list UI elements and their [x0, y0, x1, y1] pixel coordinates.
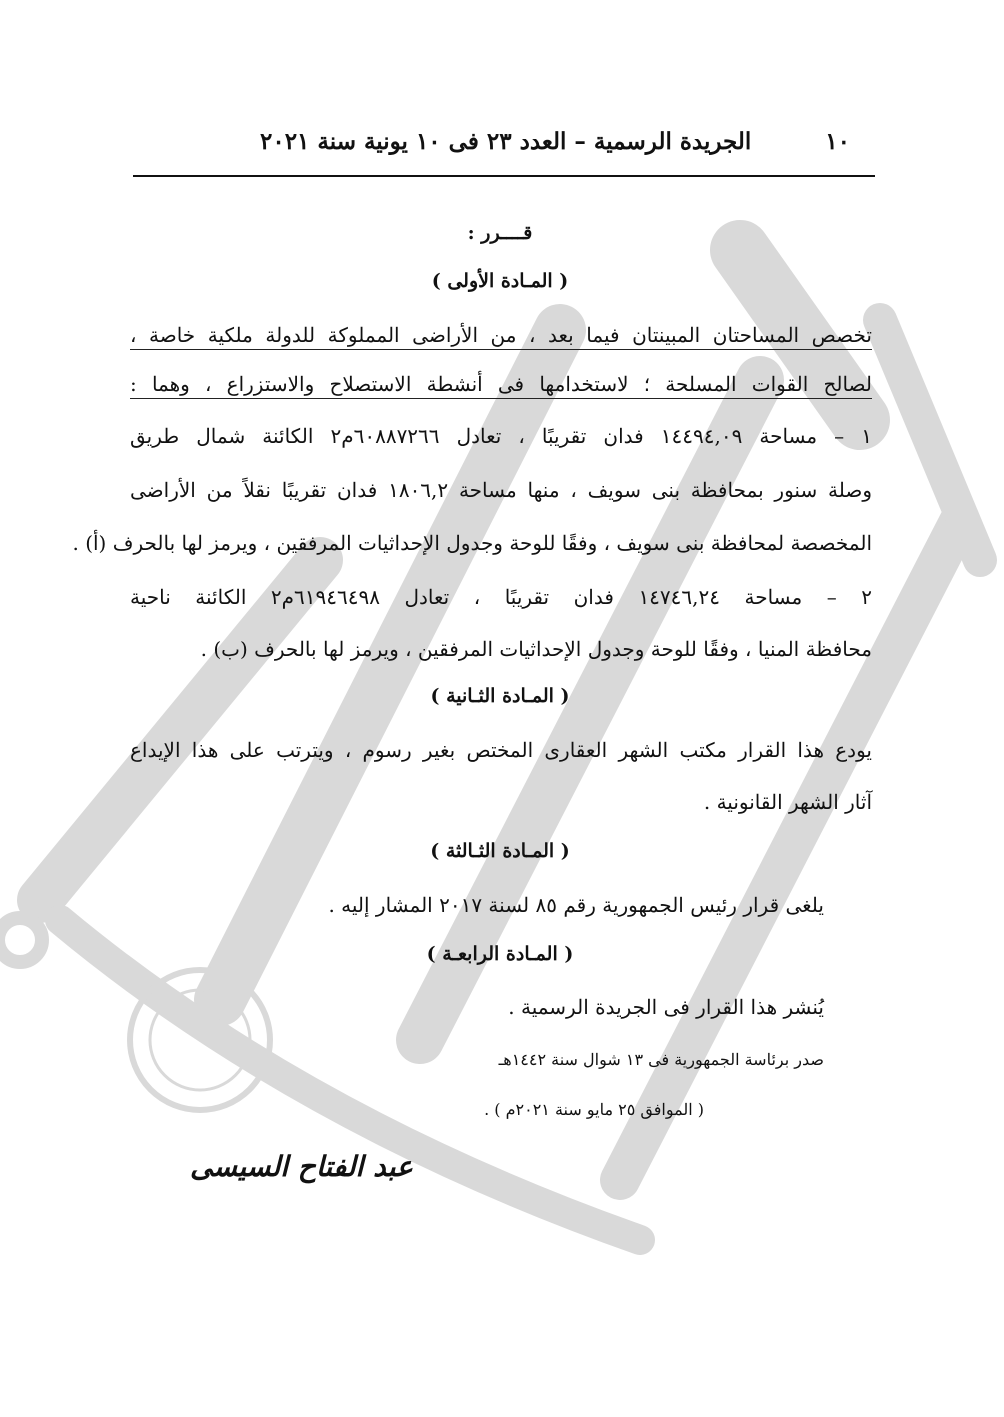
article-4-title: ( المـادة الرابعـة ) — [426, 943, 574, 965]
article-1-line: محافظة المنيا ، وفقًا للوحة وجدول الإحداثيات المرفقين ، ويرمز لها بالحرف (ب) . — [200, 637, 872, 661]
article-1-line: ١ – مساحة ١٤٤٩٤,٠٩ فدان تقريبًا ، تعادل ٦٠٨٨٧٢٦٦م٢ الكائنة شمال طريق — [130, 424, 872, 448]
decree-decides: قــــرر : — [467, 222, 533, 244]
issued-date-gregorian: ( الموافق ٢٥ مايو سنة ٢٠٢١م ) . — [484, 1100, 704, 1119]
article-1-line — [130, 372, 872, 396]
article-2-line: يودع هذا القرار مكتب الشهر العقارى المختص بغير رسوم ، ويترتب على هذا الإيداع — [130, 738, 872, 762]
article-1-line — [130, 323, 872, 347]
page-number: ١٠ — [825, 128, 850, 155]
page-header — [260, 128, 850, 168]
article-1-text: لصالح القوات المسلحة ؛ لاستخدامها فى أنشطة الاستصلاح والاستزراع ، وهما : — [130, 372, 872, 399]
header-rule — [133, 175, 875, 177]
article-1-line: وصلة سنور بمحافظة بنى سويف ، منها مساحة ١٨٠٦,٢ فدان تقريبًا نقلاً من الأراضى — [130, 478, 872, 502]
article-2-line: آثار الشهر القانونية . — [703, 790, 872, 814]
issued-date-hijri: صدر برئاسة الجمهورية فى ١٣ شوال سنة ١٤٤٢هـ — [498, 1050, 824, 1069]
article-4-line: يُنشر هذا القرار فى الجريدة الرسمية . — [508, 995, 824, 1019]
article-1-text: تخصص المساحتان المبينتان فيما بعد ، من الأراضى المملوكة للدولة ملكية خاصة ، — [130, 323, 872, 350]
running-title: الجريدة الرسمية – العدد ٢٣ فى ١٠ يونية سنة ٢٠٢١ — [260, 128, 752, 155]
article-2-title: ( المـادة الثـانية ) — [430, 685, 570, 707]
signature: عبد الفتاح السيسى — [190, 1150, 413, 1183]
article-3-line: يلغى قرار رئيس الجمهورية رقم ٨٥ لسنة ٢٠١٧ المشار إليه . — [328, 893, 824, 917]
article-1-title: ( المـادة الأولى ) — [431, 270, 569, 292]
article-1-line: ٢ – مساحة ١٤٧٤٦,٢٤ فدان تقريبًا ، تعادل ٦١٩٤٦٤٩٨م٢ الكائنة ناحية — [130, 585, 872, 609]
article-3-title: ( المـادة الثـالثة ) — [430, 840, 570, 862]
article-1-line: المخصصة لمحافظة بنى سويف ، وفقًا للوحة وجدول الإحداثيات المرفقين ، ويرمز لها بالحرف (أ) . — [72, 531, 872, 555]
